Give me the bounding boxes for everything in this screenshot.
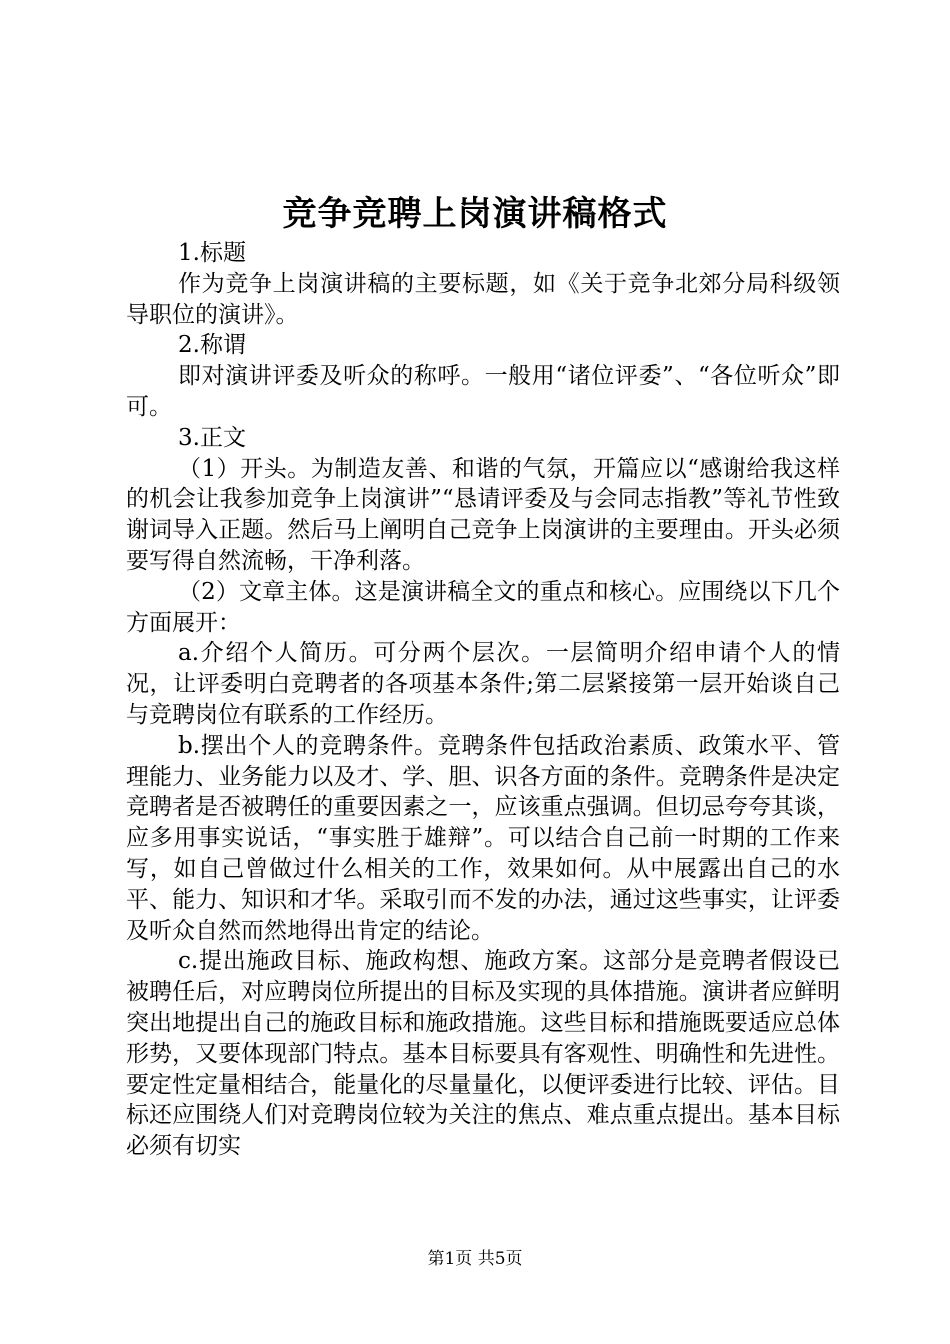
paragraph: 即对演讲评委及听众的称呼。一般用“诸位评委”、“各位听众”即可。 — [126, 363, 840, 420]
document-body — [126, 238, 840, 1162]
paragraph: （1）开头。为制造友善、和谐的气氛，开篇应以“感谢给我这样的机会让我参加竞争上岗演讲”“恳请评委及与会同志指教”等礼节性致谢词导入正题。然后马上阐明自己竞争上岗演讲的主要理由。开头必须要写得自然流畅，干净利落。 — [126, 455, 840, 574]
heading-title: 1.标题 — [178, 240, 246, 266]
document-title: 竞争竞聘上岗演讲稿格式 — [282, 194, 668, 234]
paragraph: c.提出施政目标、施政构想、施政方案。这部分是竞聘者假设已被聘任后，对应聘岗位所提出的目标及实现的具体措施。演讲者应鲜明突出地提出自己的施政目标和施政措施。这些目标和措施既要适应总体形势，又要体现部门特点。基本目标要具有客观性、明确性和先进性。要定性定量相结合，能量化的尽量量化，以便评委进行比较、评估。目标还应围绕人们对竞聘岗位较为关注的焦点、难点重点提出。基本目标必须有切实 — [126, 948, 840, 1160]
heading-body: 3.正文 — [178, 424, 246, 451]
paragraph: a.介绍个人简历。可分两个层次。一层简明介绍申请个人的情况，让评委明白竞聘者的各项基本条件;第二层紧接第一层开始谈自己与竞聘岗位有联系的工作经历。 — [126, 640, 840, 728]
paragraph: 作为竞争上岗演讲稿的主要标题，如《关于竞争北郊分局科级领导职位的演讲》。 — [126, 270, 840, 328]
paragraph: （2）文章主体。这是演讲稿全文的重点和核心。应围绕以下几个方面展开： — [126, 578, 840, 636]
page-number: 第1页 共5页 — [427, 1249, 523, 1269]
paragraph: b.摆出个人的竞聘条件。竞聘条件包括政治素质、政策水平、管理能力、业务能力以及才、学、胆、识各方面的条件。竞聘条件是决定竞聘者是否被聘任的重要因素之一，应该重点强调。但切忌夸夸其谈，应多用事实说话，“事实胜于雄辩”。可以结合自己前一时期的工作来写，如自己曾做过什么相关的工作，效果如何。从中展露出自己的水平、能力、知识和才华。采取引而不发的办法，通过这些事实，让评委及听众自然而然地得出肯定的结论。 — [126, 732, 840, 944]
heading-salutation: 2.称谓 — [178, 332, 246, 359]
